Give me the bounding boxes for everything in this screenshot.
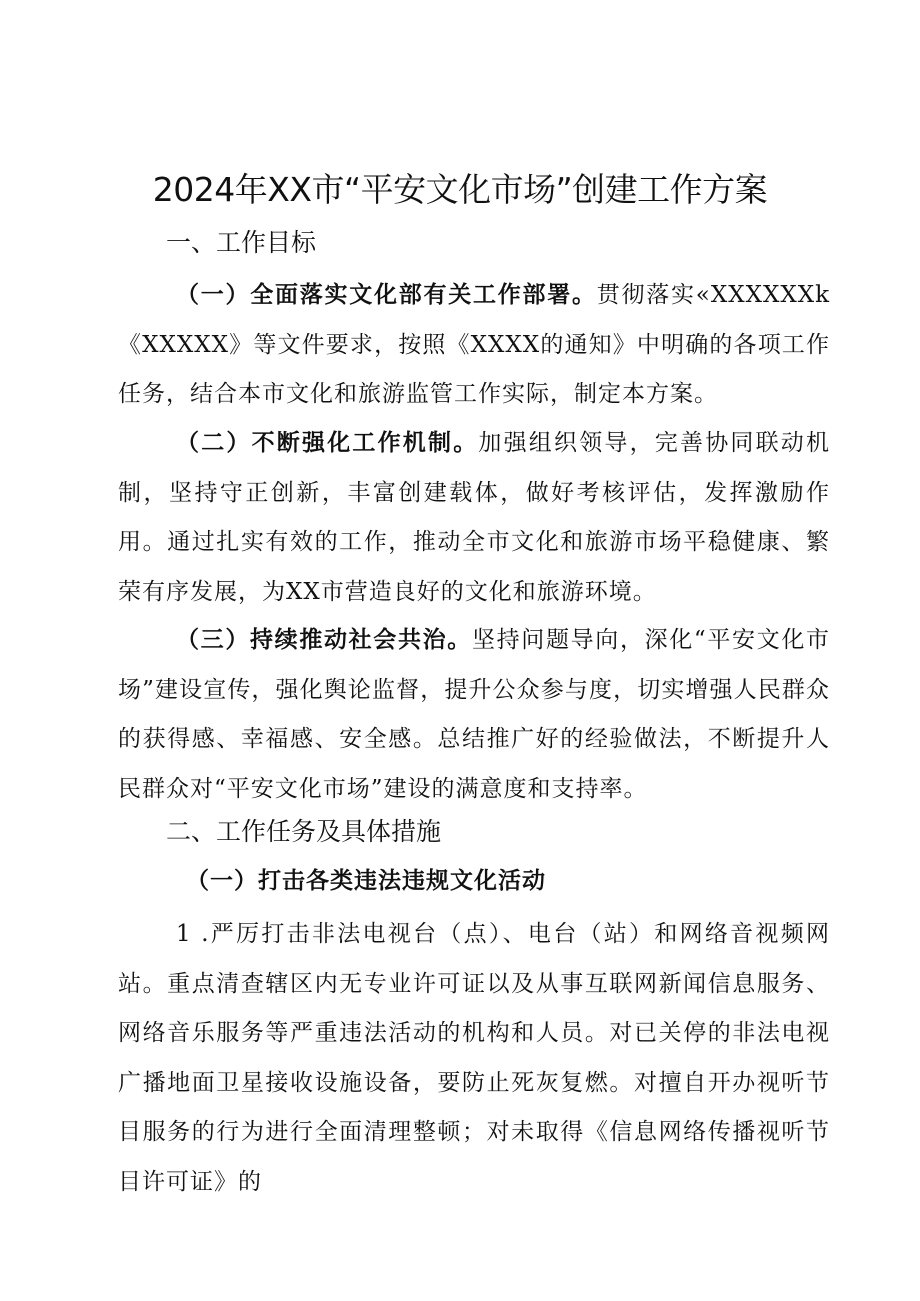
section1-heading: 一、工作目标 (166, 228, 317, 257)
section2-subheading: （一）打击各类违法违规文化活动 (186, 867, 546, 894)
goal-paragraph-1 (118, 270, 830, 420)
goal-paragraph-3 (118, 615, 830, 814)
goal-3-lead: （三）持续推动社会共治。 (176, 626, 472, 653)
task-paragraph-1: 1 .严厉打击非法电视台（点）、电台（站）和网络音视频网站。重点清查辖区内无专业许可证以及从事互联网新闻信息服务、网络音乐服务等严重违法活动的机构和人员。对已关停的非法电视广播地面卫星接收设施设备，要防止死灰复燃。对擅自开办视听节目服务的行为进行全面清理整顿；对未取得《信息网络传播视听节目许可证》的 (118, 921, 830, 1195)
goal-3-body: 坚持问题导向，深化“平安文化市场”建设宣传，强化舆论监督，提升公众参与度，切实增强人民群众的获得感、幸福感、安全感。总结推广好的经验做法，不断提升人民群众对“平安文化市场”建设的满意度和支持率。 (118, 627, 831, 802)
section2-heading: 二、工作任务及具体措施 (166, 817, 442, 846)
goal-2-lead: （二）不断强化工作机制。 (176, 429, 479, 456)
goal-paragraph-2 (118, 418, 830, 617)
goal-1-lead: （一）全面落实文化部有关工作部署。 (176, 281, 597, 308)
goal-1-body: 贯彻落实«XXXXXXk《XXXXX》等文件要求，按照《XXXX的通知》中明确的各项工作任务，结合本市文化和旅游监管工作实际，制定本方案。 (118, 282, 831, 407)
document-title: 2024年XX市“平安文化市场”创建工作方案 (152, 170, 768, 209)
goal-2-body: 加强组织领导，完善协同联动机制，坚持守正创新，丰富创建载体，做好考核评估，发挥激励作用。通过扎实有效的工作，推动全市文化和旅游市场平稳健康、繁荣有序发展，为XX市营造良好的文化和旅游环境。 (118, 430, 831, 605)
